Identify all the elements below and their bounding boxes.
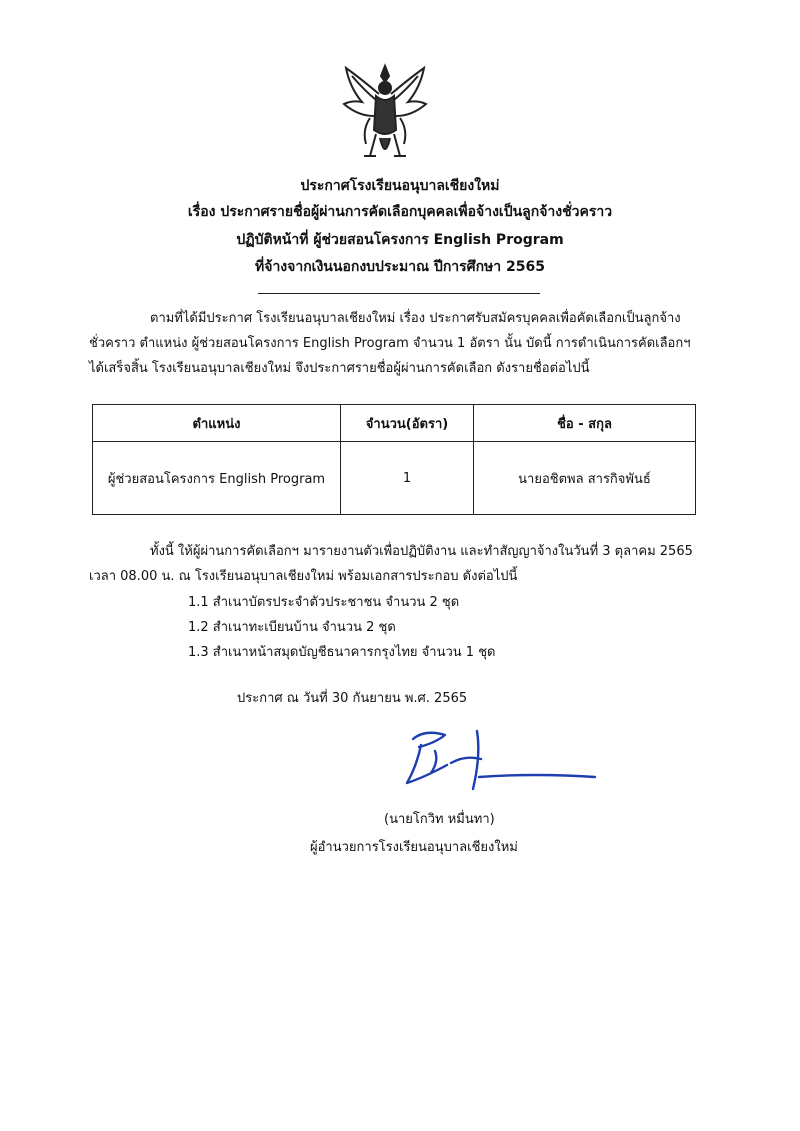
announcement-date: ประกาศ ณ วันที่ 30 กันยายน พ.ศ. 2565: [237, 691, 468, 706]
garuda-emblem-icon: [340, 60, 430, 170]
announcement-funding: ที่จ้างจากเงินนอกงบประมาณ ปีการศึกษา 2565: [255, 259, 545, 275]
header-quantity: จำนวน(อัตรา): [341, 405, 474, 442]
document-item: 1.2 สำเนาทะเบียนบ้าน จำนวน 2 ชุด: [188, 620, 396, 635]
intro-line-2: ชั่วคราว ตำแหน่ง ผู้ช่วยสอนโครงการ English Program จำนวน 1 อัตรา นั้น บัดนี้ การดำเนินการคัดเลือกฯ: [89, 336, 691, 351]
announcement-duty: ปฏิบัติหน้าที่ ผู้ช่วยสอนโครงการ English Program: [236, 232, 564, 248]
signer-name: (นายโกวิท หมื่นทา): [384, 812, 495, 827]
intro-line-3: ได้เสร็จสิ้น โรงเรียนอนุบาลเชียงใหม่ จึงประกาศรายชื่อผู้ผ่านการคัดเลือก ดังรายชื่อต่อไปนี้: [89, 361, 590, 376]
title-divider: [258, 293, 540, 294]
document-item: 1.1 สำเนาบัตรประจำตัวประชาชน จำนวน 2 ชุด: [188, 595, 460, 610]
document-item: 1.3 สำเนาหน้าสมุดบัญชีธนาคารกรุงไทย จำนวน 1 ชุด: [188, 645, 496, 660]
handwritten-signature: [395, 725, 605, 795]
header-full-name: ชื่อ - สกุล: [474, 405, 696, 442]
selected-candidates-table: [92, 404, 696, 515]
signer-title: ผู้อำนวยการโรงเรียนอนุบาลเชียงใหม่: [310, 840, 518, 855]
cell-position: ผู้ช่วยสอนโครงการ English Program: [93, 442, 341, 515]
cell-full-name: นายอชิตพล สารกิจพันธ์: [474, 442, 696, 515]
announcement-subject: เรื่อง ประกาศรายชื่อผู้ผ่านการคัดเลือกบุคคลเพื่อจ้างเป็นลูกจ้างชั่วคราว: [187, 204, 613, 220]
table-header-row: [93, 405, 696, 442]
table-row: [93, 442, 696, 515]
instructions-line-2: เวลา 08.00 น. ณ โรงเรียนอนุบาลเชียงใหม่ พร้อมเอกสารประกอบ ดังต่อไปนี้: [89, 569, 518, 584]
announcement-title: ประกาศโรงเรียนอนุบาลเชียงใหม่: [300, 178, 500, 194]
intro-line-1: ตามที่ได้มีประกาศ โรงเรียนอนุบาลเชียงใหม่ เรื่อง ประกาศรับสมัครบุคคลเพื่อคัดเลือกเป็นลูกจ้าง: [150, 311, 681, 326]
instructions-line-1: ทั้งนี้ ให้ผู้ผ่านการคัดเลือกฯ มารายงานตัวเพื่อปฏิบัติงาน และทำสัญญาจ้างในวันที่ 3 ตุลาคม 2565: [150, 544, 693, 559]
cell-quantity: 1: [341, 442, 474, 515]
header-position: ตำแหน่ง: [93, 405, 341, 442]
